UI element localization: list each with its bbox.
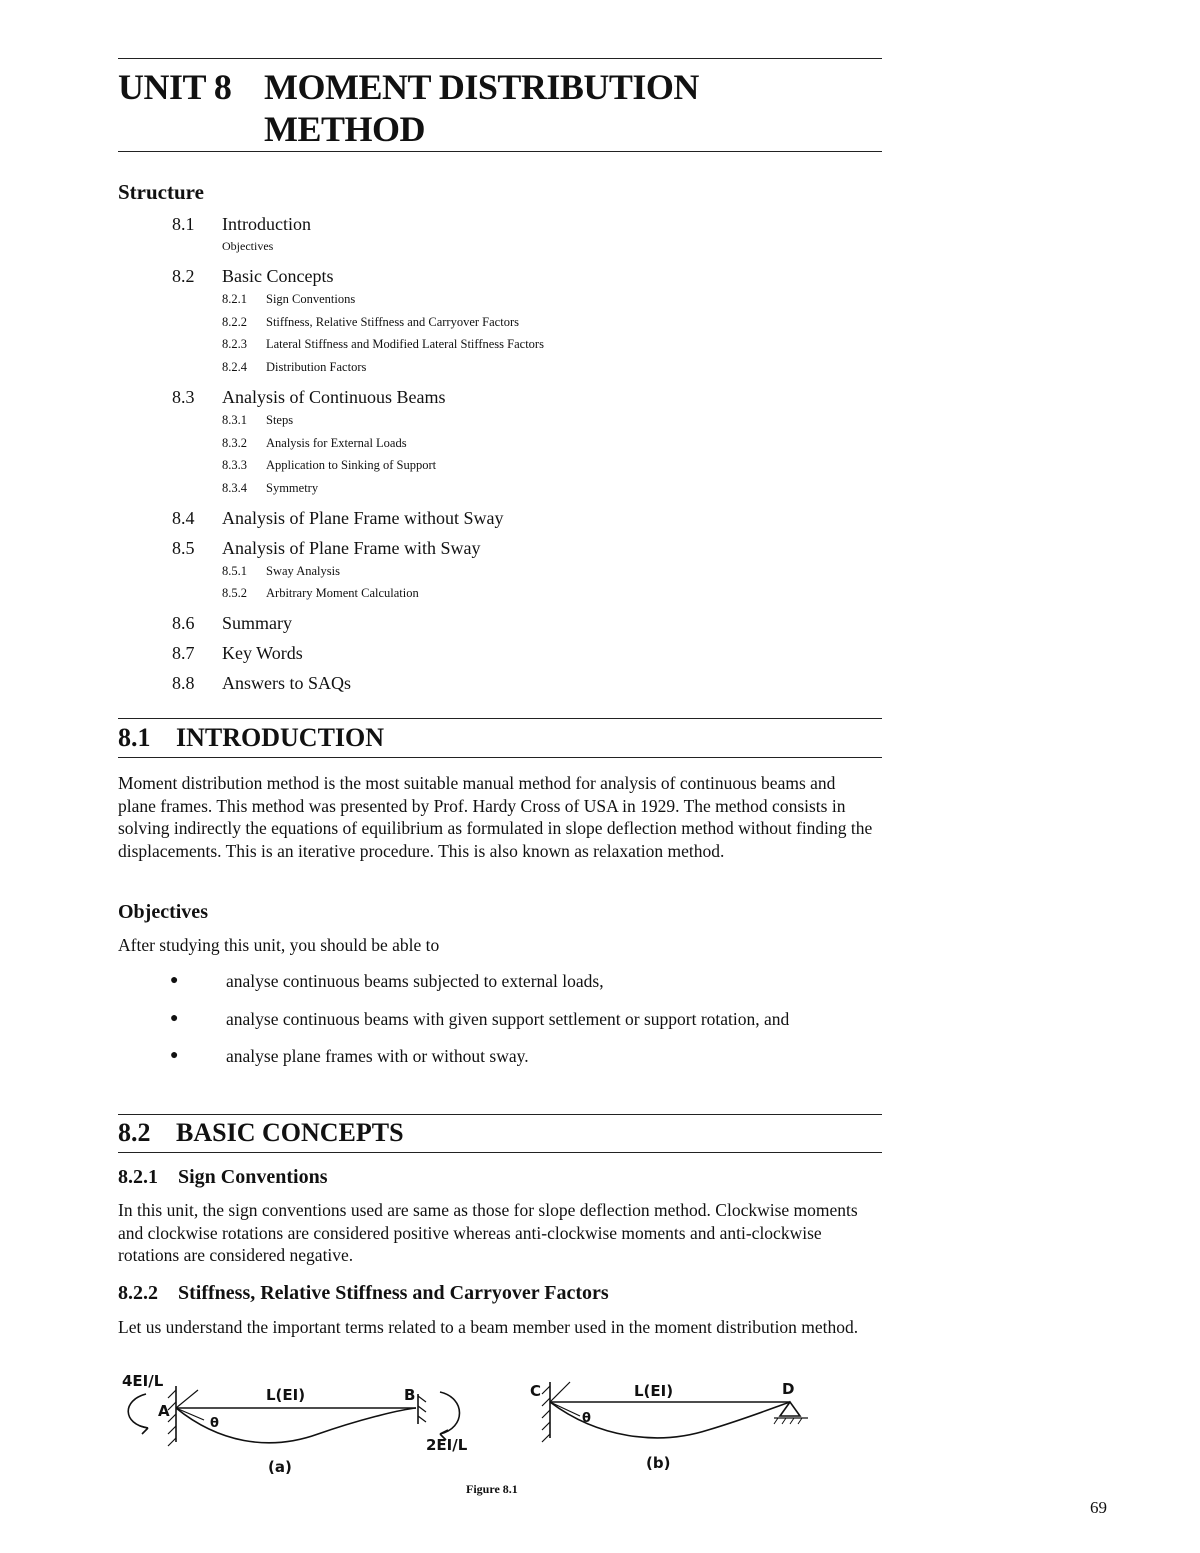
moment-label-near: 4EI/L [122, 1372, 164, 1390]
bullet-icon: ● [170, 1010, 179, 1026]
figure-8-1 [118, 1372, 838, 1482]
figure-caption: Figure 8.1 [466, 1482, 518, 1496]
toc-sub-8-2-3[interactable]: 8.2.3 Lateral Stiffness and Modified Lateral Stiffness Factors [222, 337, 544, 352]
objectives-list [170, 970, 870, 1083]
toc-sub-8-2-4[interactable]: 8.2.4 Distribution Factors [222, 360, 367, 375]
subsection-heading-stiffness: 8.2.2 Stiffness, Relative Stiffness and Carryover Factors [118, 1282, 609, 1304]
toc-section-8-6[interactable]: 8.6 Summary [172, 613, 292, 634]
objectives-lead: After studying this unit, you should be able to [118, 935, 440, 955]
page-number: 69 [1090, 1498, 1107, 1517]
support-label-a: A [158, 1402, 170, 1420]
support-label-d: D [782, 1380, 795, 1398]
section-rule [118, 1114, 882, 1115]
list-item: ● analyse plane frames with or without sway. [170, 1046, 529, 1066]
toc-sub-8-2-2[interactable]: 8.2.2 Stiffness, Relative Stiffness and Carryover Factors [222, 314, 519, 329]
angle-label: θ [210, 1416, 219, 1431]
section-rule [118, 718, 882, 719]
objectives-heading: Objectives [118, 901, 208, 923]
toc-title: Analysis of Continuous Beams [222, 386, 446, 407]
toc-sub-8-3-2[interactable]: 8.3.2 Analysis for External Loads [222, 435, 407, 450]
section-rule [118, 757, 882, 758]
toc-sub-8-5-2[interactable]: 8.5.2 Arbitrary Moment Calculation [222, 586, 419, 601]
toc-section-8-7[interactable]: 8.7 Key Words [172, 643, 303, 664]
toc-note: Objectives [222, 239, 274, 253]
table-of-contents [172, 212, 872, 695]
figure-label-b: (b) [646, 1454, 671, 1472]
toc-sub-8-3-3[interactable]: 8.3.3 Application to Sinking of Support [222, 458, 437, 473]
unit-number: UNIT 8 [118, 67, 232, 107]
moment-arrow-icon [440, 1392, 460, 1434]
toc-sub-8-2-1[interactable]: 8.2.1 Sign Conventions [222, 292, 356, 306]
support-label-b: B [404, 1386, 416, 1404]
toc-sub-8-3-1[interactable]: 8.3.1 Steps [222, 412, 294, 427]
figure-b [530, 1380, 808, 1472]
toc-section-8-4[interactable]: 8.4 Analysis of Plane Frame without Sway [172, 507, 504, 528]
section-heading-basic-concepts: 8.2 BASIC CONCEPTS [118, 1118, 404, 1147]
structure-heading: Structure [118, 180, 204, 204]
stiffness-paragraph: Let us understand the important terms related to a beam member used in the moment distribution method. [118, 1317, 859, 1337]
toc-section-8-2[interactable]: 8.2 Basic Concepts 8.2.1 Sign Conventions 8.2.2 Stiffness, Relative Stiffness and Carryover Factors 8.2.3 Lateral Stiffness and Modified Lateral Stiffness Factors 8.2.4 Distribution Factors [172, 264, 872, 379]
moment-label-far: 2EI/L [426, 1436, 468, 1454]
bullet-icon: ● [170, 1048, 179, 1063]
moment-arrow-icon [128, 1394, 148, 1428]
title-rule [118, 151, 882, 152]
figure-a [122, 1372, 468, 1476]
toc-title: Basic Concepts [222, 266, 334, 286]
toc-title: Introduction [222, 214, 311, 234]
list-item: ● analyse continuous beams subjected to external loads, [170, 971, 604, 991]
section-rule [118, 1152, 882, 1153]
arrowhead-icon [140, 1426, 148, 1434]
top-rule [118, 58, 882, 59]
unit-name: MOMENT DISTRIBUTION METHOD [264, 67, 699, 149]
angle-label: θ [582, 1411, 591, 1426]
toc-sub-8-5-1[interactable]: 8.5.1 Sway Analysis [222, 563, 340, 578]
intro-paragraph: Moment distribution method is the most suitable manual method for analysis of continuous beams and plane frames. This method was presented by Prof. Hardy Cross of USA in 1929. The method consists in solving indirectly the equations of equilibrium as formulated in slope deflection method without finding the displacements. This is an iterative procedure. This is also known as relaxation method. [118, 773, 873, 861]
toc-section-8-5[interactable]: 8.5 Analysis of Plane Frame with Sway 8.5.1 Sway Analysis 8.5.2 Arbitrary Moment Calculation [172, 536, 872, 605]
toc-sub-8-3-4[interactable]: 8.3.4 Symmetry [222, 480, 319, 495]
toc-section-8-3[interactable]: 8.3 Analysis of Continuous Beams 8.3.1 Steps 8.3.2 Analysis for External Loads 8.3.3 Application to Sinking of Support 8.3.4 Symmetry [172, 385, 872, 500]
figure-label-a: (a) [268, 1458, 292, 1476]
bullet-icon: ● [170, 973, 179, 988]
toc-section-8-8[interactable]: 8.8 Answers to SAQs [172, 673, 352, 694]
span-label: L(EI) [266, 1386, 306, 1404]
support-label-c: C [530, 1382, 542, 1400]
span-label: L(EI) [634, 1382, 674, 1400]
section-heading-introduction: 8.1 INTRODUCTION [118, 723, 385, 752]
sign-paragraph: In this unit, the sign conventions used are same as those for slope deflection method. Clockwise moments and clockwise rotations are considered positive whereas anti-clockwise moments and anti-clockwise rotations are considered negative. [118, 1200, 858, 1265]
list-item: ● analyse continuous beams with given support settlement or support rotation, and [170, 1008, 790, 1029]
toc-title: Analysis of Plane Frame with Sway [222, 537, 481, 558]
subsection-heading-sign-conventions: 8.2.1 Sign Conventions [118, 1166, 328, 1188]
toc-section-8-1[interactable]: 8.1 Introduction Objectives [172, 212, 872, 256]
